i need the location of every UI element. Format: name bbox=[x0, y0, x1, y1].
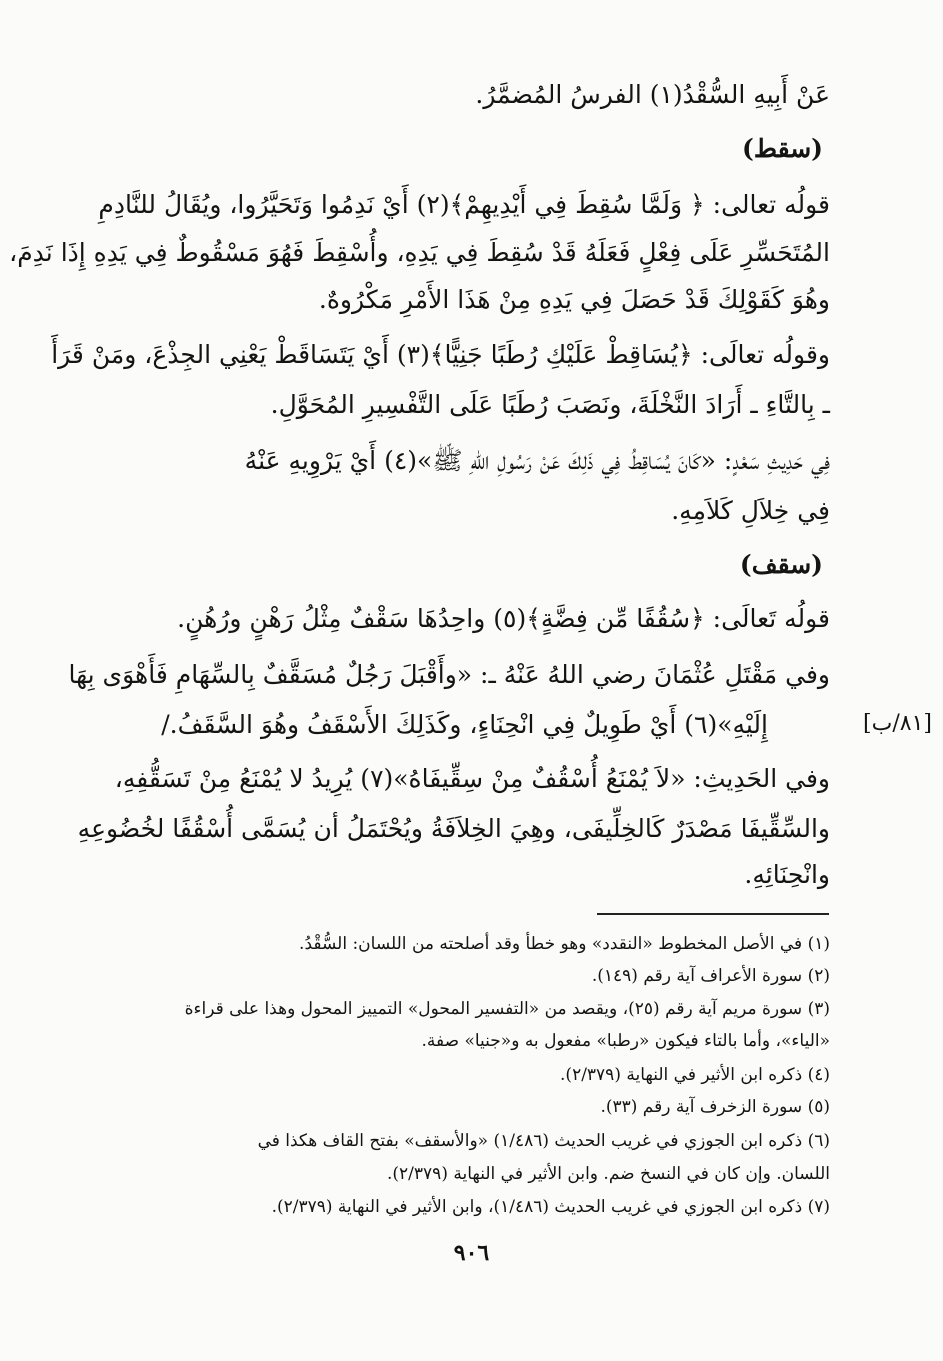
footnote: (٣) سورة مريم آية رقم (٢٥)، ويقصد من «التفسير المحول» التمييز المحول وهذا على قراءة bbox=[184, 999, 830, 1019]
page-number: ٩٠٦ bbox=[453, 1240, 490, 1266]
text-line: عَنْ أَبِيهِ السُّقْدُ(١) الفرسُ المُضمَّرُ. bbox=[475, 80, 830, 109]
text-line: وقولُه تعالَى: ﴿يُسَاقِطْ عَلَيْكِ رُطَبًا جَنِيًّا﴾(٣) أَيْ يَتَسَاقَطْ يَعْنِي الجِذْعَ، ومَنْ قَرَأَ bbox=[51, 340, 830, 369]
text-line: وهُوَ كَقَوْلِكَ قَدْ حَصَلَ فِي يَدِهِ مِنْ هَذَا الأَمْرِ مَكْرُوهٌ. bbox=[318, 285, 830, 314]
text-line: المُتَحَسِّرِ عَلَى فِعْلٍ فَعَلَهُ قَدْ سُقِطَ فِي يَدِهِ، وأُسْقِطَ فَهُوَ مَسْقُوطٌ فِي يَدِهِ إِذَا نَدِمَ، bbox=[9, 238, 830, 267]
text-line: فِي حَدِيثِ سَعْدٍ: «كَانَ يُسَاقِطُ فِي ذَلِكَ عَنْ رَسُولِ اللهِ ﷺ»(٤) أَيْ يَرْوِيهِ عَنْهُ bbox=[244, 446, 830, 475]
section-heading: (سقف) bbox=[739, 550, 823, 579]
footnote-separator bbox=[597, 913, 829, 915]
text-line: وفي الحَدِيثِ: «لاَ يُمْنَعُ أُسْقُفٌ مِنْ سِقِّيفَاهُ»(٧) يُرِيدُ لا يُمْنَعُ مِنْ تَسَقُّفِهِ، bbox=[114, 764, 830, 793]
text-line: فِي خِلاَلِ كَلاَمِهِ. bbox=[671, 496, 830, 525]
text-line: والسِّقِّيفَا مَصْدَرٌ كَالخِلِّيفَى، وهِيَ الخِلاَفَةُ ويُحْتَمَلُ أن يُسَمَّى أُسْقُفًا لخُضُوعِهِ bbox=[77, 814, 830, 843]
text-line: قولُه تَعالَى: ﴿سُقُفًا مِّن فِضَّةٍ﴾(٥) واحِدُهَا سَقْفٌ مِثْلُ رَهْنٍ ورُهُنٍ. bbox=[177, 604, 830, 633]
text-line: قولُه تعالى: ﴿ وَلَمَّا سُقِطَ فِي أَيْدِيهِمْ﴾(٢) أَيْ نَدِمُوا وَتَحَيَّرُوا، ويُقَالُ للنَّادِمِ bbox=[98, 190, 830, 219]
footnote: (١) في الأصل المخطوط «النقدد» وهو خطأ وقد أصلحته من اللسان: السُّقْدُ. bbox=[299, 934, 830, 954]
footnote: «الياء»، وأما بالتاء فيكون «رطبا» مفعول به و«جنيا» صفة. bbox=[421, 1031, 830, 1051]
text-line: إِلَيْهِ»(٦) أَيْ طَوِيلٌ فِي انْحِنَاءٍ، وكَذَلِكَ الأَسْقَفُ وهُوَ السَّقَفُ./ bbox=[161, 710, 768, 739]
margin-folio-note: [٨١/ب] bbox=[863, 711, 932, 736]
footnote: (٢) سورة الأعراف آية رقم (١٤٩). bbox=[591, 966, 830, 986]
text-line: ـ بِالتَّاءِ ـ أَرَادَ النَّخْلَةَ، ونَصَبَ رُطَبًا عَلَى التَّفْسِيرِ المُحَوَّلِ. bbox=[270, 390, 830, 419]
text-line: وانْحِنَائِهِ. bbox=[744, 860, 830, 889]
footnote: (٤) ذكره ابن الأثير في النهاية (٢/٣٧٩). bbox=[560, 1065, 830, 1085]
text-line: وفي مَقْتَلِ عُثْمَانَ رضي اللهُ عَنْهُ ـ: «وأَقْبَلَ رَجُلٌ مُسَقَّفٌ بِالسِّهَامِ فَأَهْوَى بِهَا bbox=[68, 660, 830, 689]
footnote: (٧) ذكره ابن الجوزي في غريب الحديث (١/٤٨٦)، وابن الأثير في النهاية (٢/٣٧٩). bbox=[271, 1197, 830, 1217]
footnote: (٦) ذكره ابن الجوزي في غريب الحديث (١/٤٨٦) «والأسقف» بفتح القاف هكذا في bbox=[257, 1131, 830, 1151]
section-heading: (سقط) bbox=[742, 134, 823, 163]
footnote: (٥) سورة الزخرف آية رقم (٣٣). bbox=[600, 1097, 830, 1117]
footnote: اللسان. وإن كان في النسخ ضم. وابن الأثير في النهاية (٢/٣٧٩). bbox=[387, 1164, 830, 1184]
